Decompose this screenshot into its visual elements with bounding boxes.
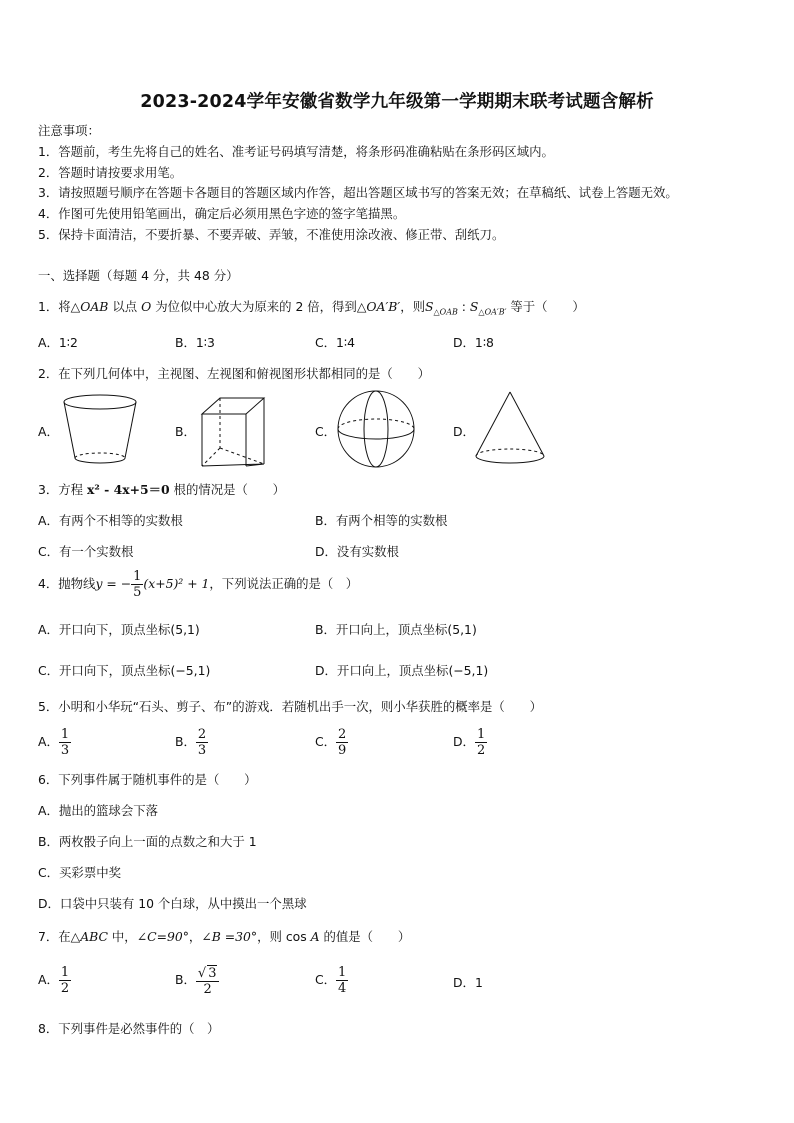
option-d: D． $\frac{1}{2}$	[453, 727, 486, 758]
notice-heading: 注意事项：	[38, 123, 100, 138]
option-c: C．有一个实数根	[38, 544, 134, 559]
option-c: C． $\frac{1}{4}$	[315, 965, 347, 996]
question-1-stem: 1．将△OAB 以点 O 为位似中心放大为原来的 2 倍，得到△OA′B′，则$S_{\triangle OAB}$ : $S_{\triangle OA'B'}$ 等于（ ）	[38, 299, 585, 317]
option-c: C．买彩票中奖	[38, 865, 121, 880]
option-b: B．1∶3	[175, 335, 215, 350]
question-8-stem: 8．下列事件是必然事件的（ ）	[38, 1021, 220, 1036]
question-5-stem: 5．小明和小华玩“石头、剪子、布”的游戏．若随机出手一次，则小华获胜的概率是（ ）	[38, 699, 542, 714]
option-c: C．	[315, 424, 337, 439]
option-c: C．开口向下，顶点坐标(−5,1)	[38, 663, 211, 678]
notice-item: 4．作图可先使用铅笔画出，确定后必须用黑色字迹的签字笔描黑。	[38, 206, 406, 221]
option-a: A．有两个不相等的实数根	[38, 513, 183, 528]
option-d: D．1∶8	[453, 335, 494, 350]
option-a: A． $\frac{1}{2}$	[38, 965, 70, 996]
triangular-prism-figure	[198, 392, 270, 470]
option-d: D．口袋中只装有 10 个白球，从中摸出一个黑球	[38, 896, 307, 911]
notice-item: 5．保持卡面清洁，不要折暴、不要弄破、弄皱，不准使用涂改液、修正带、刮纸刀。	[38, 227, 505, 242]
option-a: A．1∶2	[38, 335, 78, 350]
option-c: C． $\frac{2}{9}$	[315, 727, 347, 758]
option-d: D．开口向上，顶点坐标(−5,1)	[315, 663, 489, 678]
question-6-stem: 6．下列事件属于随机事件的是（ ）	[38, 772, 257, 787]
option-c: C．1∶4	[315, 335, 356, 350]
question-7-stem: 7．在△ABC 中，∠C=90°，∠B =30°，则 cos A 的值是（ ）	[38, 929, 411, 944]
question-3-stem: 3．方程 x² - 4x+5＝0 根的情况是（ ）	[38, 482, 286, 497]
option-d: D．	[453, 424, 475, 439]
option-a: A． $\frac{1}{3}$	[38, 727, 70, 758]
option-a: A．	[38, 424, 59, 439]
notice-item: 1．答题前，考生先将自己的姓名、准考证号码填写清楚，将条形码准确粘贴在条形码区域内。	[38, 144, 554, 159]
question-4-stem: 4．抛物线y = − $\frac{1}{5}$ (x+5)² + 1，下列说法正确的是（ ）	[38, 569, 359, 600]
cone-figure	[472, 390, 548, 470]
option-a: A．抛出的篮球会下落	[38, 803, 158, 818]
option-b: B．	[175, 424, 196, 439]
option-a: A．开口向下，顶点坐标(5,1)	[38, 622, 200, 637]
question-2-stem: 2．在下列几何体中，主视图、左视图和俯视图形状都相同的是（ ）	[38, 366, 430, 381]
notice-item: 2．答题时请按要求用笔。	[38, 165, 183, 180]
option-b: B．有两个相等的实数根	[315, 513, 448, 528]
option-d: D．1	[453, 975, 483, 990]
notice-item: 3．请按照题号顺序在答题卡各题目的答题区域内作答，超出答题区域书写的答案无效；在草稿纸、试卷上答题无效。	[38, 185, 678, 200]
option-d: D．没有实数根	[315, 544, 399, 559]
frustum-cup-figure	[60, 392, 140, 468]
page-title: 2023-2024学年安徽省数学九年级第一学期期末联考试题含解析	[140, 92, 654, 112]
sphere-figure	[336, 389, 416, 469]
option-b: B． $\frac{√ 3}{2}$	[175, 962, 219, 998]
section-heading: 一、选择题（每题 4 分，共 48 分）	[38, 268, 239, 283]
option-b: B． $\frac{2}{3}$	[175, 727, 207, 758]
option-b: B．两枚骰子向上一面的点数之和大于 1	[38, 834, 257, 849]
option-b: B．开口向上，顶点坐标(5,1)	[315, 622, 477, 637]
